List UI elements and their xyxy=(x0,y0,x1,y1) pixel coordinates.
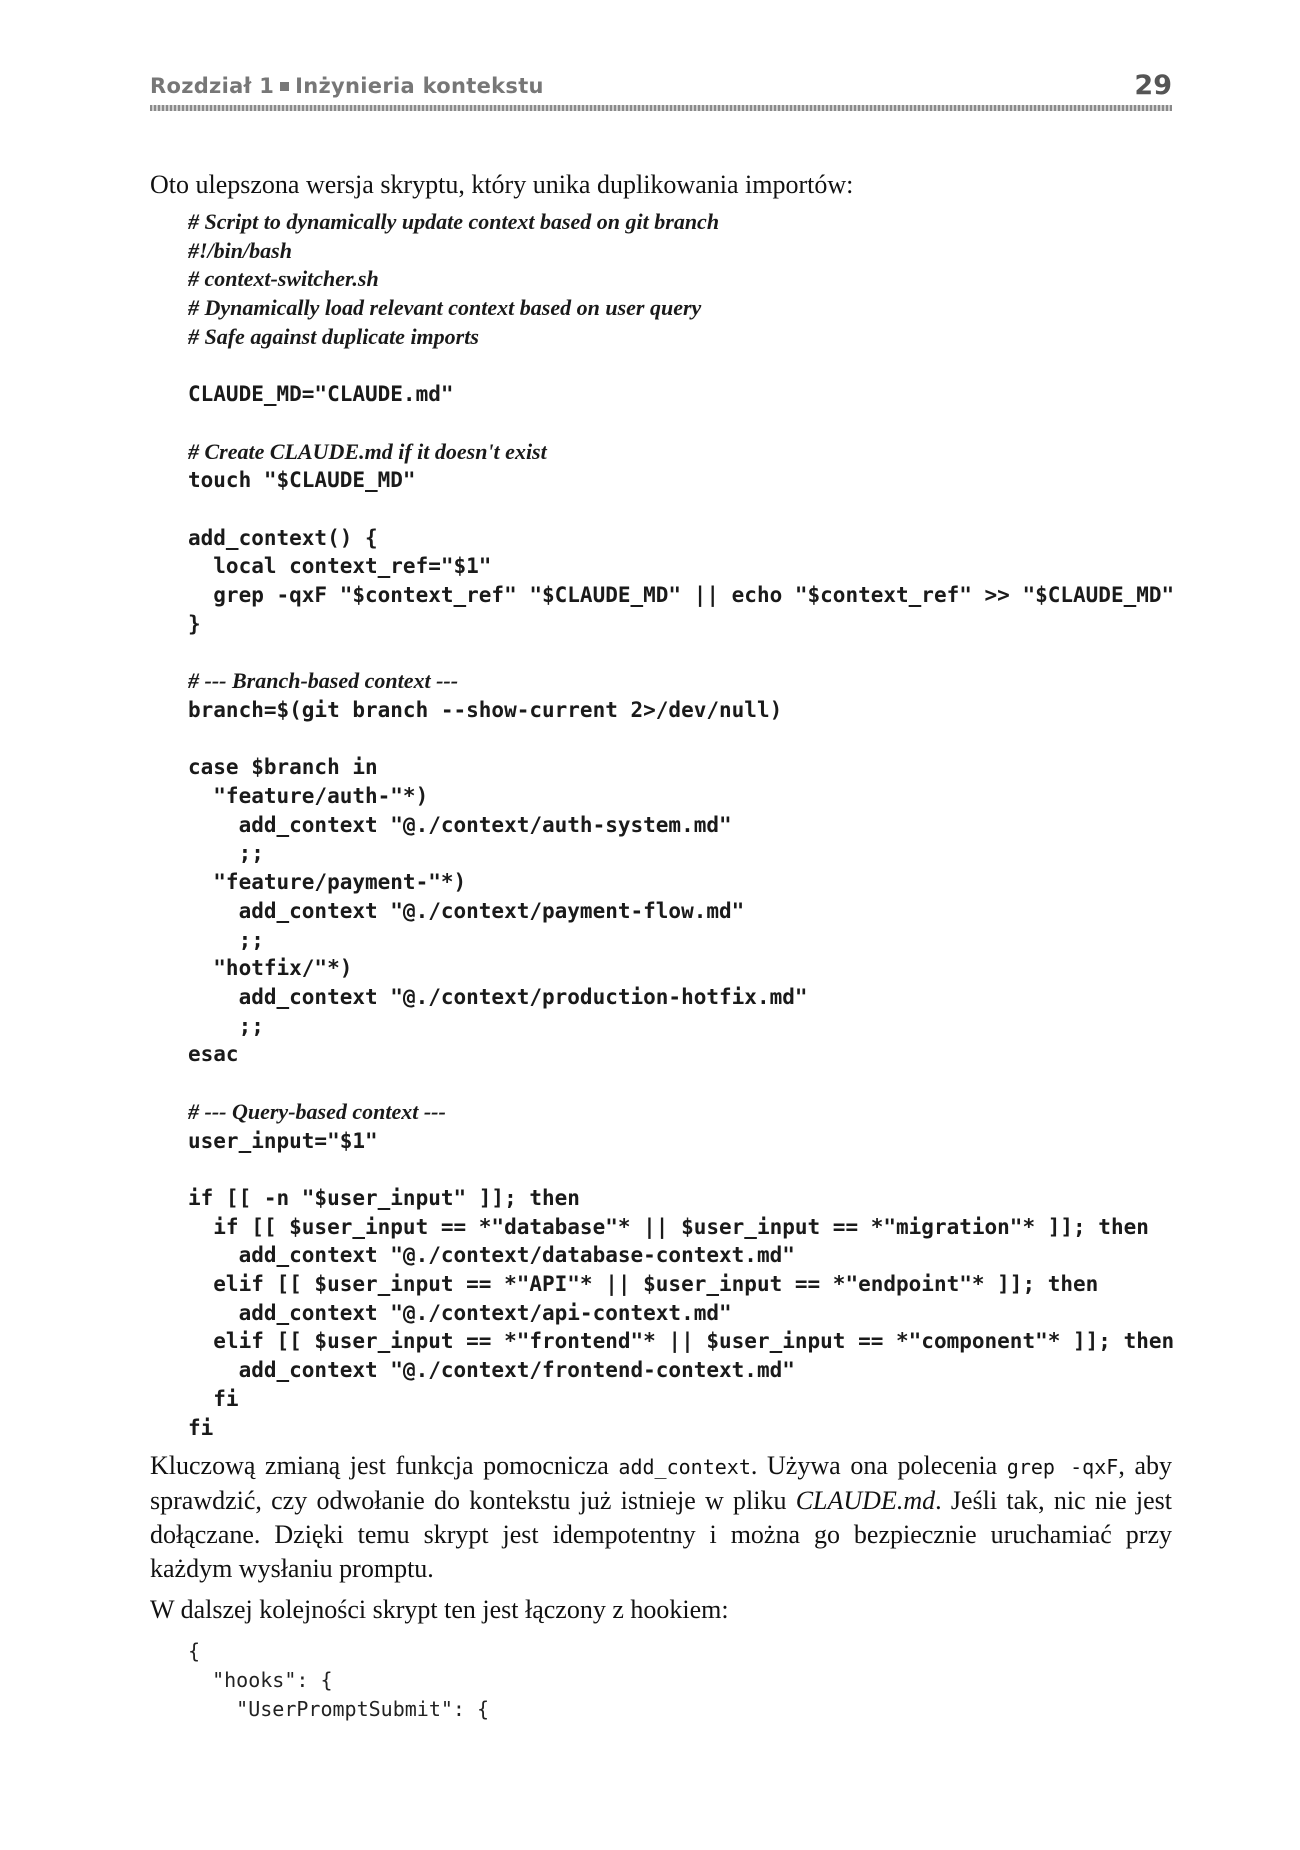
code-line: add_context "@./context/production-hotfix.md" xyxy=(188,984,808,1009)
page-header xyxy=(150,70,1172,106)
code-line: add_context "@./context/database-context.md" xyxy=(188,1243,795,1268)
code-line: add_context "@./context/auth-system.md" xyxy=(188,812,732,837)
code-line: add_context "@./context/frontend-context.md" xyxy=(188,1358,795,1383)
code-line xyxy=(188,495,1168,524)
explanation-text: . Używa ona polecenia xyxy=(750,1451,1007,1480)
code-line xyxy=(188,639,1168,668)
code-line: # Create CLAUDE.md if it doesn't exist xyxy=(188,438,547,464)
code-line: fi xyxy=(188,1415,214,1440)
code-line: CLAUDE_MD="CLAUDE.md" xyxy=(188,382,454,407)
code-line xyxy=(188,1069,1168,1098)
bash-code-block xyxy=(188,208,1175,1442)
page-number: 29 xyxy=(1134,70,1172,101)
inline-code: add_context xyxy=(618,1455,751,1479)
code-line: elif [[ $user_input == *"frontend"* || $user_input == *"component"* ]]; then xyxy=(188,1329,1175,1354)
code-line: fi xyxy=(188,1386,239,1411)
code-line: esac xyxy=(188,1042,239,1067)
code-line: add_context "@./context/api-context.md" xyxy=(188,1300,732,1325)
intro-paragraph: Oto ulepszona wersja skryptu, który unika duplikowania importów: xyxy=(150,170,854,199)
code-line: # --- Branch-based context --- xyxy=(188,668,459,694)
hook-intro-paragraph: W dalszej kolejności skrypt ten jest łączony z hookiem: xyxy=(150,1595,729,1624)
code-line: ;; xyxy=(188,927,264,952)
code-line: "feature/auth-"*) xyxy=(188,784,429,809)
explanation-text: , aby sprawdzić, czy odwołanie do kontekstu już istnieje w pliku xyxy=(150,1451,1173,1515)
explanation-paragraph xyxy=(150,1449,1172,1586)
code-line: grep -qxF "$context_ref" "$CLAUDE_MD" || echo "$context_ref" >> "$CLAUDE_MD" xyxy=(188,583,1175,608)
chapter-title: Inżynieria kontekstu xyxy=(295,74,544,98)
running-head xyxy=(150,74,544,98)
code-line: touch "$CLAUDE_MD" xyxy=(188,468,416,493)
explanation-text: Kluczową zmianą jest funkcja pomocnicza xyxy=(150,1451,619,1480)
code-line: ;; xyxy=(188,841,264,866)
filename-emphasis: CLAUDE.md xyxy=(795,1486,936,1515)
header-rule xyxy=(150,105,1172,111)
code-line: # --- Query-based context --- xyxy=(188,1098,446,1124)
code-line: } xyxy=(188,611,201,636)
json-code-block xyxy=(188,1637,1088,1724)
code-line: user_input="$1" xyxy=(188,1128,378,1153)
code-line: #!/bin/bash xyxy=(188,237,292,263)
json-line: "UserPromptSubmit": { xyxy=(188,1697,490,1721)
code-line xyxy=(188,725,1168,754)
code-line xyxy=(188,409,1168,438)
code-line: local context_ref="$1" xyxy=(188,554,492,579)
code-line: add_context "@./context/payment-flow.md" xyxy=(188,898,745,923)
code-line: ;; xyxy=(188,1013,264,1038)
code-line xyxy=(188,1155,1168,1184)
chapter-label: Rozdział 1 xyxy=(150,74,275,98)
code-line: # Safe against duplicate imports xyxy=(188,323,479,349)
code-line: "hotfix/"*) xyxy=(188,956,353,981)
code-line xyxy=(188,352,1168,381)
explanation-text: . Jeśli tak, nic nie jest dołączane. Dzięki temu skrypt jest idempotentny i można go bezpiecznie uruchamiać przy każdym wysłaniu promptu. xyxy=(150,1486,1172,1583)
code-line: "feature/payment-"*) xyxy=(188,870,467,895)
json-line: { xyxy=(188,1639,201,1663)
code-line: if [[ $user_input == *"database"* || $user_input == *"migration"* ]]; then xyxy=(188,1214,1149,1239)
code-line: if [[ -n "$user_input" ]]; then xyxy=(188,1185,580,1210)
code-line: elif [[ $user_input == *"API"* || $user_input == *"endpoint"* ]]; then xyxy=(188,1272,1099,1297)
code-line: branch=$(git branch --show-current 2>/dev/null) xyxy=(188,697,783,722)
code-line: add_context() { xyxy=(188,525,378,550)
inline-code: grep -qxF xyxy=(1006,1455,1119,1479)
code-line: case $branch in xyxy=(188,755,378,780)
square-bullet-icon xyxy=(280,82,289,91)
json-line: "hooks": { xyxy=(188,1668,333,1692)
code-line: # Script to dynamically update context based on git branch xyxy=(188,209,720,234)
code-line: # context-switcher.sh xyxy=(188,266,379,292)
code-line: # Dynamically load relevant context based on user query xyxy=(188,295,702,321)
